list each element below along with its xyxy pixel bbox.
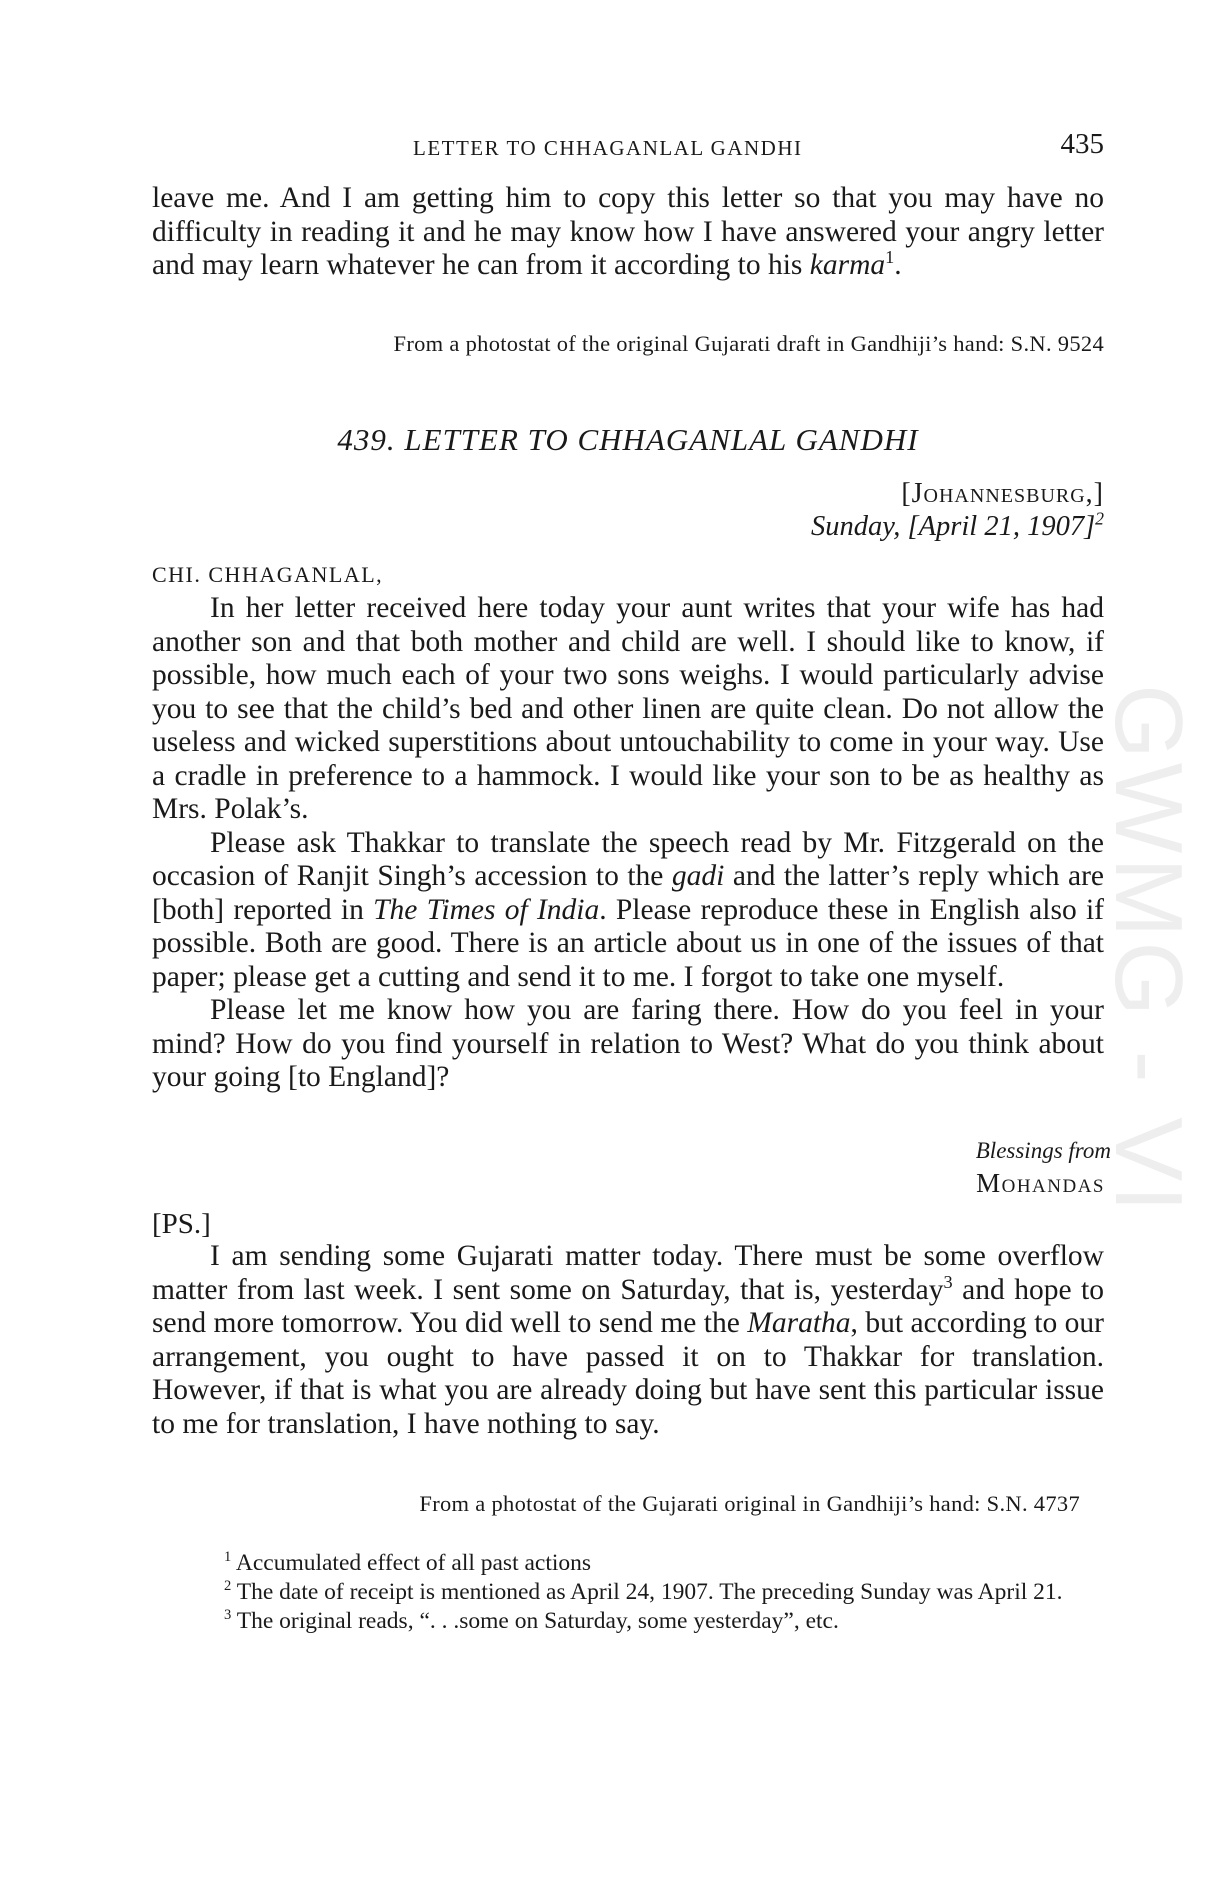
letter-paragraph-2 xyxy=(152,827,1104,995)
para2-gadi: gadi xyxy=(671,860,725,892)
source-note-prev: From a photostat of the original Gujarati draft in Gandhiji’s hand: S.N. 9524 xyxy=(393,331,1104,356)
para2-paper-title: The Times of India xyxy=(373,893,600,926)
footnote-ref-1: 1 xyxy=(885,247,895,268)
letter-heading: 439. LETTER TO CHHAGANLAL GANDHI xyxy=(337,422,919,457)
letter-date xyxy=(810,508,1104,543)
footnotes xyxy=(148,1549,1108,1636)
footnote-3 xyxy=(148,1607,1108,1636)
letter-body xyxy=(152,592,1104,1095)
page-number: 435 xyxy=(1060,128,1104,160)
ps-text-a: I am sending some Gujarati matter today. There must be some overflow matter from last week. I sent some on Saturday, that is, yesterday xyxy=(152,1240,1104,1306)
footnote-ref-2: 2 xyxy=(1095,508,1104,529)
footnote-2-text: The date of receipt is mentioned as April 24, 1907. The preceding Sunday was April 21. xyxy=(231,1579,1063,1605)
para2-text-b: and the latter’s reply which are [both] reported in xyxy=(152,860,1104,926)
watermark: GWMG - VI xyxy=(1095,684,1202,1216)
signature: Mohandas xyxy=(976,1168,1105,1198)
prev-letter-italic-word: karma xyxy=(809,249,886,281)
previous-letter-ending xyxy=(152,182,1104,283)
para2-text-c: . Please reproduce these in English also if possible. Both are good. There is an article about us in one of the issues of that paper; please get a cutting and send it to me. I forgot to take one myself. xyxy=(152,893,1104,993)
ps-maratha: Maratha xyxy=(747,1307,851,1339)
closing: Blessings from xyxy=(975,1138,1111,1163)
letter-paragraph-3: Please let me know how you are faring there. How do you feel in your mind? How do you find yourself in relation to West? What do you think about your going [to England]? xyxy=(152,994,1104,1093)
prev-letter-end: . xyxy=(894,249,902,281)
letter-place: [Johannesburg,] xyxy=(901,478,1104,509)
prev-letter-text: leave me. And I am getting him to copy this letter so that you may have no difficulty in reading it and he may know how I have answered your angry letter and may learn whatever he can from it according to his xyxy=(152,182,1104,281)
para2-text-a: Please ask Thakkar to translate the speech read by Mr. Fitzgerald on the occasion of Ranjit Singh’s accession to the xyxy=(152,826,1104,892)
footnote-ref-3: 3 xyxy=(943,1271,953,1292)
salutation: CHI. CHHAGANLAL, xyxy=(152,562,384,587)
footnote-2-mark: 2 xyxy=(224,1578,232,1595)
footnote-3-mark: 3 xyxy=(224,1607,232,1624)
postscript-paragraph xyxy=(152,1240,1104,1441)
footnote-1-text: Accumulated effect of all past actions xyxy=(231,1550,592,1576)
footnote-1-mark: 1 xyxy=(224,1549,232,1566)
running-head xyxy=(150,128,1104,168)
letter-paragraph-1: In her letter received here today your aunt writes that your wife has had another son and that both mother and child are well. I should like to know, if possible, how much each of your two sons weighs. I would particularly advise you to see that the child’s bed and other linen are quite clean. Do not allow the useless and wicked superstitions about untouchability to come in your way. Use a cradle in preference to a hammock. I would like your son to be as healthy as Mrs. Polak’s. xyxy=(152,592,1104,825)
postscript xyxy=(152,1240,1104,1441)
ps-text-b: and hope to send more tomorrow. You did well to send me the xyxy=(152,1273,1104,1339)
footnote-1 xyxy=(148,1549,1108,1578)
source-note-letter: From a photostat of the Gujarati original in Gandhiji’s hand: S.N. 4737 xyxy=(419,1491,1080,1516)
date-prefix: Sunday, xyxy=(810,511,908,542)
ps-text-c: , but according to our arrangement, you ought to have passed it on to Thakkar for translation. However, if that is what you are already doing but have sent this particular issue to me for translation, I have nothing to say. xyxy=(152,1307,1104,1440)
footnote-3-text: The original reads, “. . .some on Saturday, some yesterday”, etc. xyxy=(231,1608,839,1634)
footnote-2 xyxy=(148,1578,1108,1607)
ps-label: [PS.] xyxy=(152,1208,211,1240)
date-value: [April 21, 1907] xyxy=(907,511,1096,542)
running-title: LETTER TO CHHAGANLAL GANDHI xyxy=(413,136,803,160)
